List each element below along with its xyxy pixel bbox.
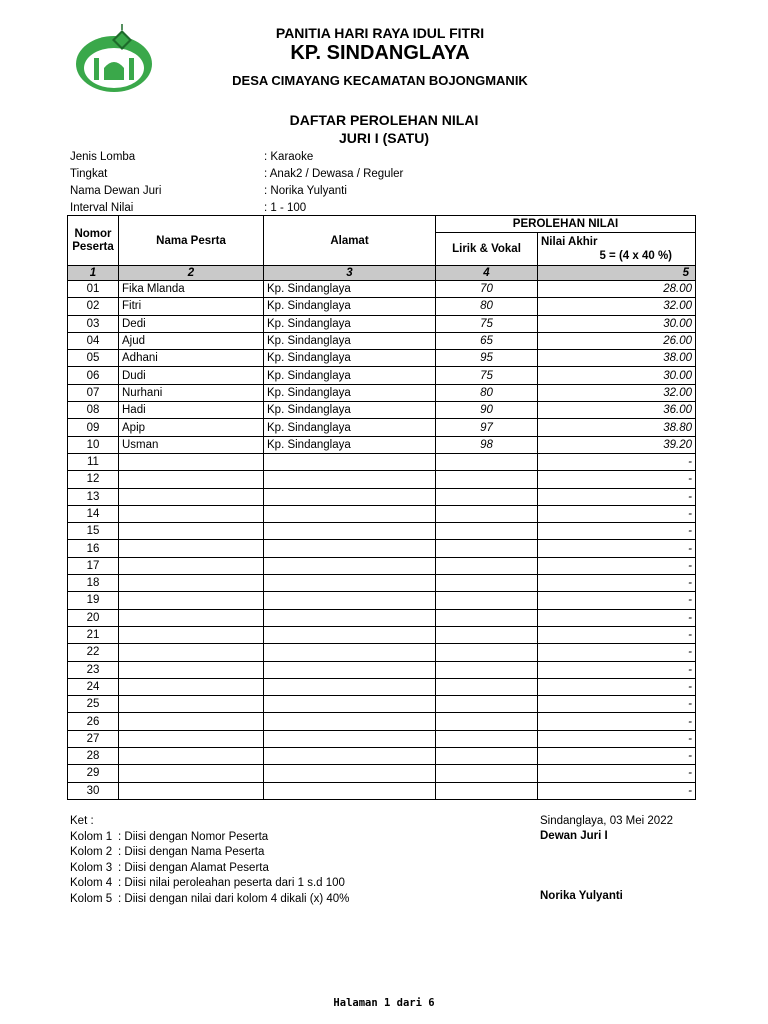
table-row (68, 609, 696, 626)
info-row (70, 183, 570, 200)
column-number: 5 (538, 266, 696, 281)
info-row (70, 149, 570, 166)
info-value: : 1 - 100 (264, 202, 307, 214)
table-row (68, 488, 696, 505)
note-item (70, 861, 349, 877)
column-number: 1 (68, 266, 119, 281)
info-label: Tingkat (70, 168, 108, 180)
cell-nomor: 26 (68, 713, 119, 730)
cell-nilai-akhir: - (538, 488, 696, 505)
cell-nama (119, 765, 264, 782)
cell-nilai-akhir: 32.00 (538, 384, 696, 401)
table-row (68, 626, 696, 643)
cell-nomor: 04 (68, 332, 119, 349)
cell-alamat (264, 661, 436, 678)
cell-lirik-vokal: 80 (436, 384, 538, 401)
cell-lirik-vokal (436, 592, 538, 609)
column-number: 4 (436, 266, 538, 281)
table-row (68, 678, 696, 695)
cell-nilai-akhir: - (538, 765, 696, 782)
district-title: DESA CIMAYANG KECAMATAN BOJONGMANIK (232, 73, 528, 88)
table-row (68, 384, 696, 401)
notes-block (70, 814, 349, 907)
cell-alamat (264, 782, 436, 799)
cell-lirik-vokal: 75 (436, 315, 538, 332)
cell-nilai-akhir: - (538, 748, 696, 765)
cell-alamat: Kp. Sindanglaya (264, 350, 436, 367)
info-value: : Karaoke (264, 151, 314, 163)
cell-lirik-vokal: 97 (436, 419, 538, 436)
cell-nomor: 11 (68, 453, 119, 470)
note-item (70, 876, 349, 892)
header-formula: 5 = (4 x 40 %) (599, 250, 673, 262)
cell-nilai-akhir: - (538, 592, 696, 609)
cell-nomor: 10 (68, 436, 119, 453)
table-row (68, 471, 696, 488)
cell-nilai-akhir: - (538, 644, 696, 661)
table-row (68, 540, 696, 557)
note-item (70, 892, 349, 908)
cell-nama (119, 730, 264, 747)
cell-nilai-akhir: 36.00 (538, 402, 696, 419)
header-nama: Nama Pesrta (119, 216, 264, 266)
cell-nilai-akhir: 38.00 (538, 350, 696, 367)
note-kolom: Kolom 5 (70, 892, 113, 905)
table-row (68, 575, 696, 592)
cell-alamat (264, 505, 436, 522)
cell-nomor: 23 (68, 661, 119, 678)
cell-nomor: 30 (68, 782, 119, 799)
committee-title: PANITIA HARI RAYA IDUL FITRI (275, 25, 485, 41)
note-desc: : Diisi dengan Nama Peserta (118, 846, 265, 858)
cell-alamat (264, 557, 436, 574)
cell-nomor: 08 (68, 402, 119, 419)
info-value: : Norika Yulyanti (264, 185, 347, 197)
page-number: Halaman 1 dari 6 (333, 997, 435, 1009)
cell-alamat (264, 713, 436, 730)
cell-nomor: 07 (68, 384, 119, 401)
cell-nomor: 03 (68, 315, 119, 332)
table-row (68, 298, 696, 315)
cell-lirik-vokal (436, 523, 538, 540)
cell-nama (119, 505, 264, 522)
cell-alamat (264, 575, 436, 592)
signature-role: Dewan Juri I (540, 830, 608, 842)
cell-nama: Adhani (119, 350, 264, 367)
cell-nomor: 14 (68, 505, 119, 522)
cell-nama (119, 661, 264, 678)
cell-alamat: Kp. Sindanglaya (264, 402, 436, 419)
cell-nilai-akhir: 26.00 (538, 332, 696, 349)
cell-nama (119, 678, 264, 695)
cell-nama: Hadi (119, 402, 264, 419)
cell-lirik-vokal (436, 540, 538, 557)
cell-nama: Fika Mlanda (119, 281, 264, 298)
info-label: Jenis Lomba (70, 151, 136, 163)
document-title: DAFTAR PEROLEHAN NILAI (289, 112, 479, 128)
signature-place-date: Sindanglaya, 03 Mei 2022 (540, 815, 673, 827)
cell-nilai-akhir: - (538, 453, 696, 470)
cell-alamat (264, 609, 436, 626)
cell-nomor: 25 (68, 696, 119, 713)
cell-nama: Ajud (119, 332, 264, 349)
cell-nomor: 06 (68, 367, 119, 384)
header-perolehan: PEROLEHAN NILAI (436, 216, 696, 233)
note-kolom: Kolom 2 (70, 846, 113, 858)
cell-lirik-vokal (436, 557, 538, 574)
cell-nomor: 22 (68, 644, 119, 661)
cell-lirik-vokal (436, 644, 538, 661)
info-row (70, 166, 570, 183)
cell-lirik-vokal (436, 696, 538, 713)
table-row (68, 748, 696, 765)
table-row (68, 367, 696, 384)
cell-alamat: Kp. Sindanglaya (264, 281, 436, 298)
cell-nilai-akhir: - (538, 575, 696, 592)
cell-lirik-vokal: 75 (436, 367, 538, 384)
cell-alamat: Kp. Sindanglaya (264, 367, 436, 384)
info-label: Nama Dewan Juri (70, 185, 162, 197)
cell-lirik-vokal (436, 453, 538, 470)
cell-alamat (264, 748, 436, 765)
cell-nilai-akhir: - (538, 626, 696, 643)
cell-nomor: 29 (68, 765, 119, 782)
header-nilai-akhir-label: Nilai Akhir (541, 236, 598, 248)
score-table (67, 215, 696, 800)
cell-nomor: 24 (68, 678, 119, 695)
cell-lirik-vokal (436, 626, 538, 643)
info-block (70, 149, 570, 217)
cell-lirik-vokal (436, 609, 538, 626)
cell-lirik-vokal: 95 (436, 350, 538, 367)
table-row (68, 332, 696, 349)
cell-alamat: Kp. Sindanglaya (264, 332, 436, 349)
cell-nilai-akhir: - (538, 782, 696, 799)
cell-lirik-vokal (436, 748, 538, 765)
cell-alamat: Kp. Sindanglaya (264, 436, 436, 453)
cell-lirik-vokal (436, 505, 538, 522)
cell-lirik-vokal (436, 730, 538, 747)
cell-nomor: 02 (68, 298, 119, 315)
cell-nilai-akhir: - (538, 505, 696, 522)
note-kolom: Kolom 4 (70, 877, 113, 889)
info-value: : Anak2 / Dewasa / Reguler (264, 168, 404, 180)
cell-nomor: 05 (68, 350, 119, 367)
cell-nilai-akhir: - (538, 609, 696, 626)
cell-nilai-akhir: - (538, 678, 696, 695)
column-number: 3 (264, 266, 436, 281)
cell-alamat: Kp. Sindanglaya (264, 298, 436, 315)
cell-nomor: 17 (68, 557, 119, 574)
cell-nilai-akhir: 32.00 (538, 298, 696, 315)
cell-alamat: Kp. Sindanglaya (264, 315, 436, 332)
table-row (68, 453, 696, 470)
cell-nilai-akhir: 39.20 (538, 436, 696, 453)
cell-nilai-akhir: 38.80 (538, 419, 696, 436)
cell-lirik-vokal (436, 678, 538, 695)
notes-title: Ket : (70, 815, 94, 827)
cell-nomor: 15 (68, 523, 119, 540)
cell-nama (119, 609, 264, 626)
score-table-body (68, 281, 696, 800)
cell-nama: Nurhani (119, 384, 264, 401)
cell-nomor: 19 (68, 592, 119, 609)
cell-nilai-akhir: 28.00 (538, 281, 696, 298)
table-row (68, 782, 696, 799)
cell-nama (119, 782, 264, 799)
cell-alamat (264, 592, 436, 609)
cell-alamat (264, 471, 436, 488)
cell-nomor: 01 (68, 281, 119, 298)
cell-nomor: 21 (68, 626, 119, 643)
cell-nama (119, 557, 264, 574)
cell-lirik-vokal: 70 (436, 281, 538, 298)
header-nomor (68, 216, 119, 266)
table-row (68, 315, 696, 332)
mosque-ketupat-logo (72, 24, 156, 94)
cell-alamat: Kp. Sindanglaya (264, 419, 436, 436)
header-lirik: Lirik & Vokal (436, 233, 538, 266)
cell-nama (119, 696, 264, 713)
column-number: 2 (119, 266, 264, 281)
cell-nomor: 20 (68, 609, 119, 626)
signature-name: Norika Yulyanti (540, 890, 623, 902)
cell-nama (119, 626, 264, 643)
cell-nama (119, 540, 264, 557)
cell-lirik-vokal (436, 765, 538, 782)
cell-nomor: 18 (68, 575, 119, 592)
cell-nomor: 28 (68, 748, 119, 765)
cell-nilai-akhir: 30.00 (538, 315, 696, 332)
table-row (68, 523, 696, 540)
column-number-row (68, 266, 696, 281)
cell-nilai-akhir: - (538, 730, 696, 747)
cell-lirik-vokal: 80 (436, 298, 538, 315)
note-item (70, 845, 349, 861)
cell-nilai-akhir: - (538, 540, 696, 557)
table-row (68, 696, 696, 713)
cell-lirik-vokal: 90 (436, 402, 538, 419)
cell-alamat (264, 488, 436, 505)
cell-nama: Apip (119, 419, 264, 436)
signature-block (540, 814, 673, 902)
cell-nomor: 13 (68, 488, 119, 505)
cell-nomor: 09 (68, 419, 119, 436)
cell-alamat (264, 678, 436, 695)
cell-nilai-akhir: - (538, 557, 696, 574)
table-row (68, 350, 696, 367)
cell-nilai-akhir: - (538, 661, 696, 678)
note-kolom: Kolom 1 (70, 830, 113, 843)
cell-alamat (264, 644, 436, 661)
cell-alamat (264, 453, 436, 470)
table-row (68, 592, 696, 609)
cell-nama (119, 488, 264, 505)
cell-alamat (264, 696, 436, 713)
document-subtitle: JURI I (SATU) (339, 130, 429, 146)
cell-lirik-vokal: 65 (436, 332, 538, 349)
cell-nilai-akhir: - (538, 471, 696, 488)
note-item (70, 830, 349, 846)
cell-nama (119, 592, 264, 609)
cell-alamat (264, 626, 436, 643)
cell-nama (119, 523, 264, 540)
cell-alamat (264, 540, 436, 557)
cell-lirik-vokal (436, 782, 538, 799)
header-nilai-akhir (538, 233, 696, 266)
cell-nama (119, 644, 264, 661)
cell-nama: Usman (119, 436, 264, 453)
table-row (68, 765, 696, 782)
cell-nama (119, 471, 264, 488)
cell-nama (119, 453, 264, 470)
table-row (68, 402, 696, 419)
table-row (68, 505, 696, 522)
cell-nomor: 12 (68, 471, 119, 488)
cell-alamat: Kp. Sindanglaya (264, 384, 436, 401)
cell-lirik-vokal: 98 (436, 436, 538, 453)
table-row (68, 730, 696, 747)
cell-nomor: 27 (68, 730, 119, 747)
cell-alamat (264, 765, 436, 782)
note-desc: : Diisi nilai peroleahan peserta dari 1 s.d 100 (118, 877, 345, 889)
cell-alamat (264, 730, 436, 747)
cell-lirik-vokal (436, 575, 538, 592)
cell-nama: Dudi (119, 367, 264, 384)
table-row (68, 644, 696, 661)
cell-nilai-akhir: - (538, 696, 696, 713)
cell-nama (119, 748, 264, 765)
cell-nama: Fitri (119, 298, 264, 315)
cell-nilai-akhir: 30.00 (538, 367, 696, 384)
header-alamat: Alamat (264, 216, 436, 266)
cell-nomor: 16 (68, 540, 119, 557)
cell-lirik-vokal (436, 713, 538, 730)
note-desc: : Diisi dengan Alamat Peserta (118, 861, 269, 874)
note-desc: : Diisi dengan nilai dari kolom 4 dikali (x) 40% (118, 892, 350, 905)
village-title: KP. SINDANGLAYA (290, 42, 470, 64)
cell-lirik-vokal (436, 661, 538, 678)
table-row (68, 557, 696, 574)
table-row (68, 661, 696, 678)
cell-lirik-vokal (436, 471, 538, 488)
header-nomor-label: Nomor Peserta (72, 227, 114, 253)
cell-nama (119, 575, 264, 592)
table-row (68, 713, 696, 730)
cell-alamat (264, 523, 436, 540)
cell-nilai-akhir: - (538, 713, 696, 730)
info-label: Interval Nilai (70, 202, 134, 214)
cell-lirik-vokal (436, 488, 538, 505)
note-desc: : Diisi dengan Nomor Peserta (118, 830, 269, 843)
cell-nilai-akhir: - (538, 523, 696, 540)
table-row (68, 436, 696, 453)
table-row (68, 281, 696, 298)
table-row (68, 419, 696, 436)
note-kolom: Kolom 3 (70, 861, 113, 874)
cell-nama (119, 713, 264, 730)
cell-nama: Dedi (119, 315, 264, 332)
